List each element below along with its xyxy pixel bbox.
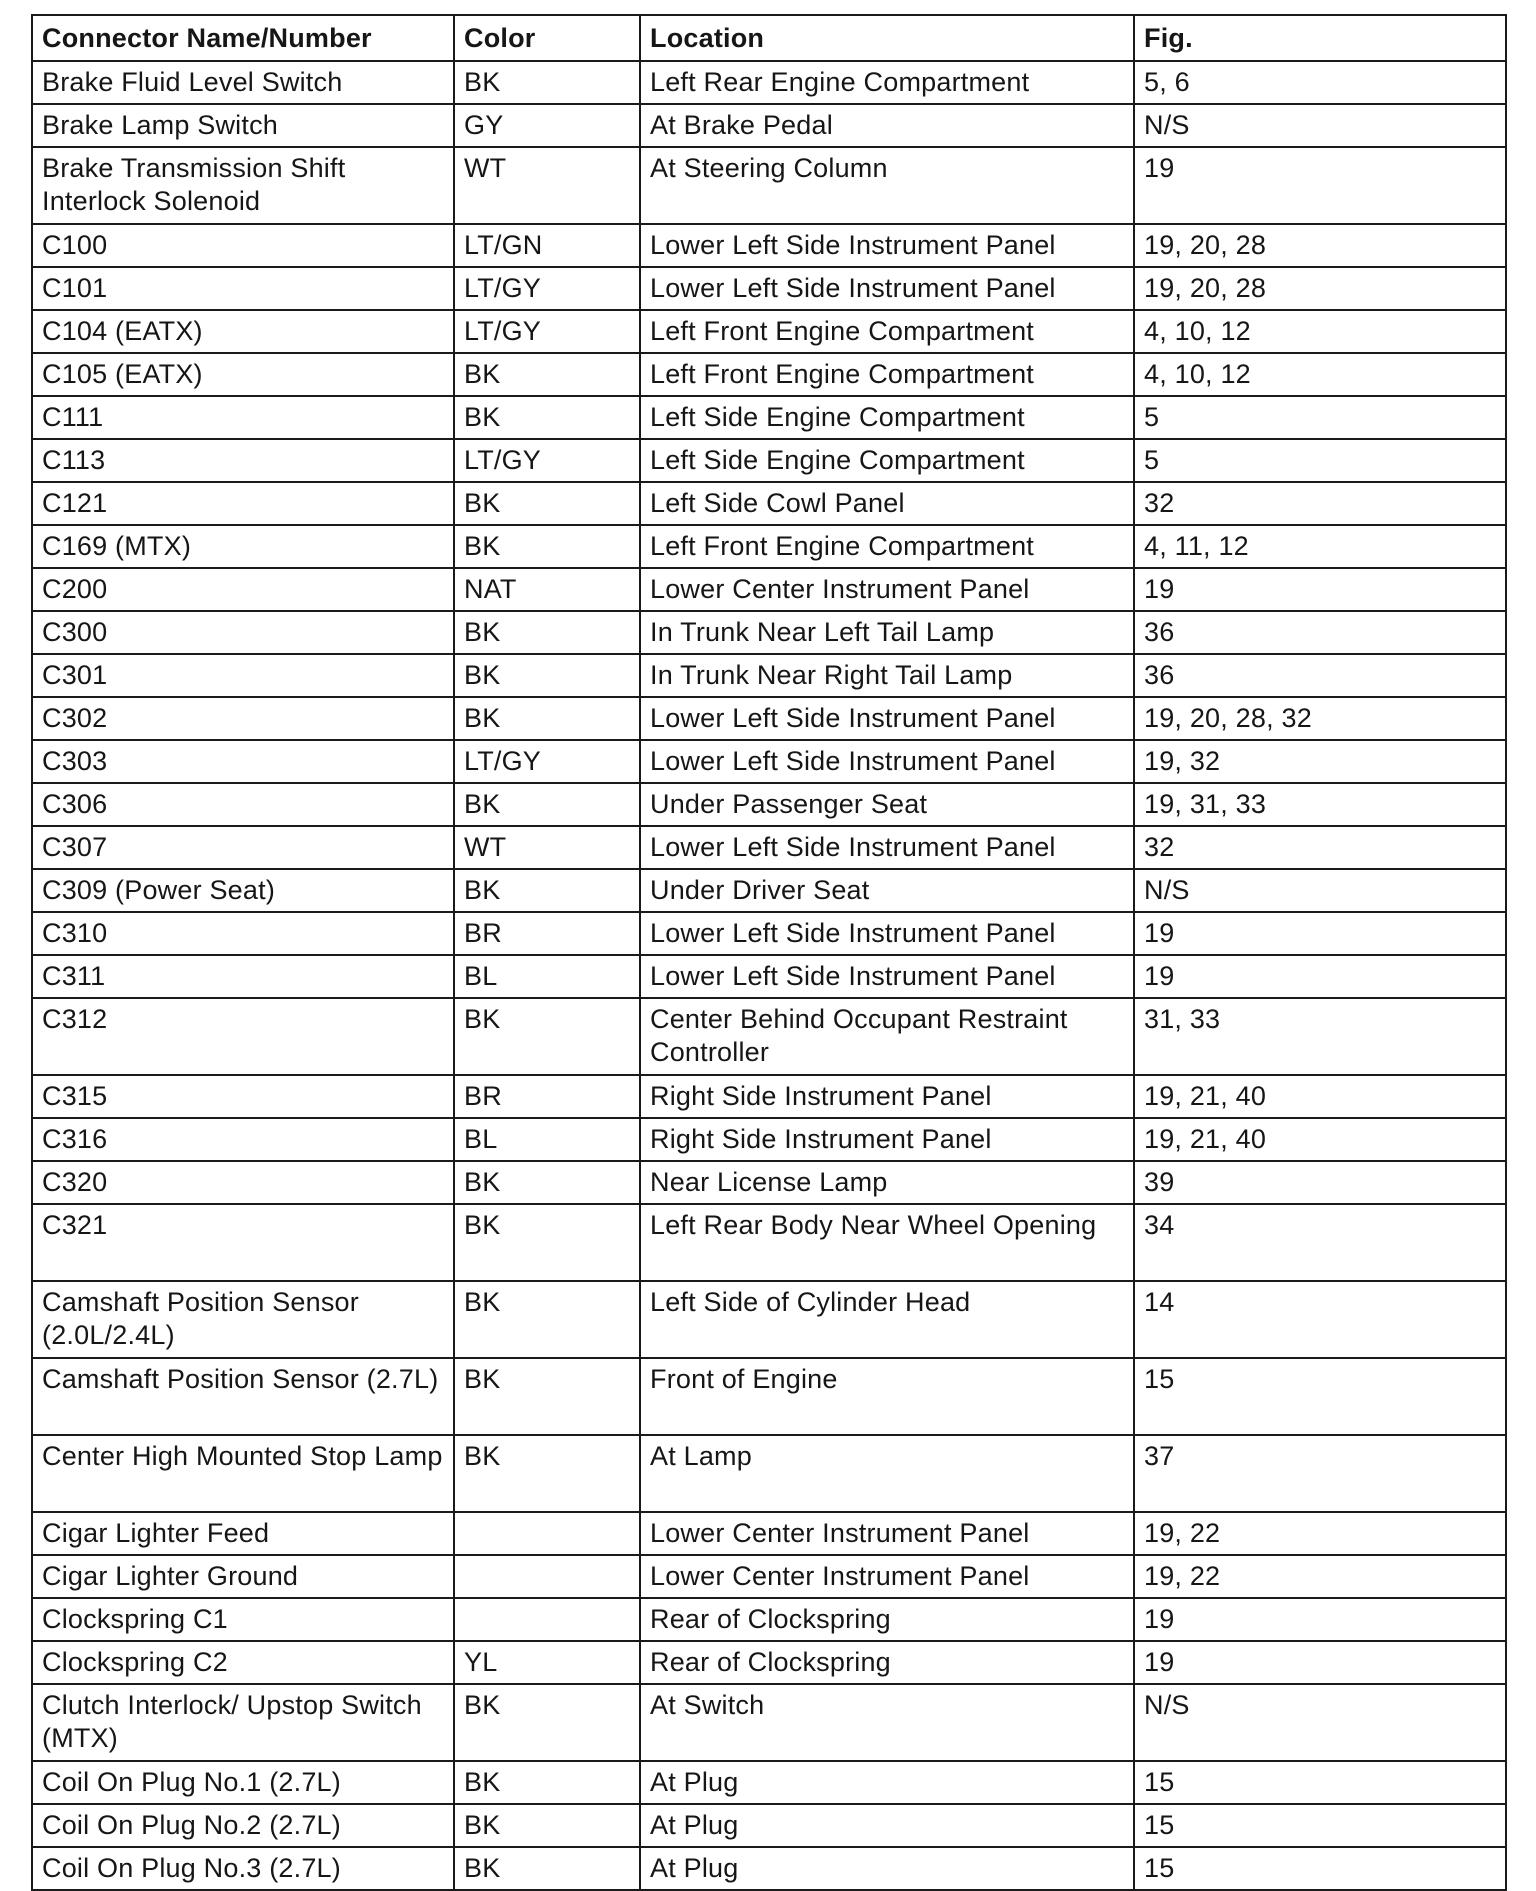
table-row bbox=[32, 1555, 1506, 1598]
cell-location: At Brake Pedal bbox=[640, 104, 1134, 147]
cell-color: YL bbox=[454, 1641, 640, 1684]
cell-connector-name: Clockspring C1 bbox=[32, 1598, 454, 1641]
cell-color: LT/GY bbox=[454, 267, 640, 310]
cell-location: Lower Center Instrument Panel bbox=[640, 1512, 1134, 1555]
cell-fig: 4, 11, 12 bbox=[1134, 525, 1506, 568]
cell-fig: 19, 20, 28 bbox=[1134, 267, 1506, 310]
cell-location: Left Front Engine Compartment bbox=[640, 353, 1134, 396]
cell-color: BK bbox=[454, 998, 640, 1075]
cell-location: Lower Left Side Instrument Panel bbox=[640, 955, 1134, 998]
table-row bbox=[32, 611, 1506, 654]
table-row bbox=[32, 654, 1506, 697]
cell-fig: 19 bbox=[1134, 955, 1506, 998]
cell-location: At Lamp bbox=[640, 1435, 1134, 1512]
table-row bbox=[32, 826, 1506, 869]
cell-color: BK bbox=[454, 482, 640, 525]
cell-location: Lower Center Instrument Panel bbox=[640, 568, 1134, 611]
cell-connector-name: C301 bbox=[32, 654, 454, 697]
cell-fig: 32 bbox=[1134, 826, 1506, 869]
table-row bbox=[32, 525, 1506, 568]
cell-color: BK bbox=[454, 1684, 640, 1761]
cell-location: Lower Left Side Instrument Panel bbox=[640, 697, 1134, 740]
cell-location: Lower Center Instrument Panel bbox=[640, 1555, 1134, 1598]
table-row bbox=[32, 1804, 1506, 1847]
cell-location: Left Side Cowl Panel bbox=[640, 482, 1134, 525]
cell-location: Left Side of Cylinder Head bbox=[640, 1281, 1134, 1358]
cell-fig: 5 bbox=[1134, 439, 1506, 482]
cell-color: BK bbox=[454, 1804, 640, 1847]
cell-connector-name: C316 bbox=[32, 1118, 454, 1161]
cell-location: Left Rear Engine Compartment bbox=[640, 61, 1134, 104]
cell-connector-name: Camshaft Position Sensor (2.7L) bbox=[32, 1358, 454, 1435]
table-row bbox=[32, 1684, 1506, 1761]
table-row bbox=[32, 1435, 1506, 1512]
column-header-fig: Fig. bbox=[1134, 15, 1506, 61]
table-row bbox=[32, 783, 1506, 826]
table-row bbox=[32, 697, 1506, 740]
cell-fig: 19 bbox=[1134, 147, 1506, 224]
column-header-color: Color bbox=[454, 15, 640, 61]
cell-color bbox=[454, 1512, 640, 1555]
table-row bbox=[32, 1075, 1506, 1118]
cell-color: BK bbox=[454, 783, 640, 826]
cell-location: In Trunk Near Right Tail Lamp bbox=[640, 654, 1134, 697]
cell-fig: 15 bbox=[1134, 1358, 1506, 1435]
cell-color: BK bbox=[454, 1435, 640, 1512]
table-row bbox=[32, 1281, 1506, 1358]
cell-connector-name: C307 bbox=[32, 826, 454, 869]
cell-connector-name: C320 bbox=[32, 1161, 454, 1204]
cell-location: Lower Left Side Instrument Panel bbox=[640, 224, 1134, 267]
cell-location: Right Side Instrument Panel bbox=[640, 1075, 1134, 1118]
cell-color: LT/GY bbox=[454, 310, 640, 353]
cell-color: BK bbox=[454, 869, 640, 912]
cell-color: GY bbox=[454, 104, 640, 147]
cell-color: BK bbox=[454, 1204, 640, 1281]
table-row bbox=[32, 439, 1506, 482]
cell-fig: 19, 31, 33 bbox=[1134, 783, 1506, 826]
cell-fig: 19, 22 bbox=[1134, 1555, 1506, 1598]
cell-location: Center Behind Occupant Restraint Controller bbox=[640, 998, 1134, 1075]
cell-color: BK bbox=[454, 353, 640, 396]
cell-fig: 4, 10, 12 bbox=[1134, 310, 1506, 353]
cell-color: WT bbox=[454, 147, 640, 224]
table-row bbox=[32, 224, 1506, 267]
cell-connector-name: Brake Fluid Level Switch bbox=[32, 61, 454, 104]
cell-color bbox=[454, 1555, 640, 1598]
cell-connector-name: C312 bbox=[32, 998, 454, 1075]
cell-fig: 15 bbox=[1134, 1804, 1506, 1847]
cell-fig: 36 bbox=[1134, 611, 1506, 654]
cell-connector-name: C105 (EATX) bbox=[32, 353, 454, 396]
table-row bbox=[32, 1118, 1506, 1161]
cell-connector-name: C100 bbox=[32, 224, 454, 267]
cell-connector-name: C121 bbox=[32, 482, 454, 525]
cell-fig: 19 bbox=[1134, 912, 1506, 955]
cell-fig: 39 bbox=[1134, 1161, 1506, 1204]
cell-fig: 19 bbox=[1134, 568, 1506, 611]
cell-location: At Plug bbox=[640, 1804, 1134, 1847]
cell-fig: 19, 21, 40 bbox=[1134, 1118, 1506, 1161]
cell-fig: N/S bbox=[1134, 869, 1506, 912]
connector-table bbox=[31, 14, 1507, 1891]
cell-color: BK bbox=[454, 1161, 640, 1204]
cell-location: Lower Left Side Instrument Panel bbox=[640, 826, 1134, 869]
cell-connector-name: C306 bbox=[32, 783, 454, 826]
table-header bbox=[32, 15, 1506, 61]
cell-connector-name: C101 bbox=[32, 267, 454, 310]
cell-connector-name: C310 bbox=[32, 912, 454, 955]
cell-connector-name: Coil On Plug No.2 (2.7L) bbox=[32, 1804, 454, 1847]
cell-fig: 15 bbox=[1134, 1847, 1506, 1890]
table-row bbox=[32, 1598, 1506, 1641]
cell-color: BK bbox=[454, 654, 640, 697]
cell-location: Left Front Engine Compartment bbox=[640, 525, 1134, 568]
cell-connector-name: Coil On Plug No.3 (2.7L) bbox=[32, 1847, 454, 1890]
cell-fig: 19, 22 bbox=[1134, 1512, 1506, 1555]
table-row bbox=[32, 1761, 1506, 1804]
cell-color: NAT bbox=[454, 568, 640, 611]
table-row bbox=[32, 1204, 1506, 1281]
cell-connector-name: C303 bbox=[32, 740, 454, 783]
cell-fig: 5, 6 bbox=[1134, 61, 1506, 104]
cell-location: At Plug bbox=[640, 1847, 1134, 1890]
cell-color: WT bbox=[454, 826, 640, 869]
cell-connector-name: Brake Transmission Shift Interlock Solenoid bbox=[32, 147, 454, 224]
cell-location: Right Side Instrument Panel bbox=[640, 1118, 1134, 1161]
cell-location: Lower Left Side Instrument Panel bbox=[640, 740, 1134, 783]
cell-location: In Trunk Near Left Tail Lamp bbox=[640, 611, 1134, 654]
cell-color: BK bbox=[454, 1847, 640, 1890]
cell-fig: 15 bbox=[1134, 1761, 1506, 1804]
table-row bbox=[32, 353, 1506, 396]
cell-color: LT/GY bbox=[454, 740, 640, 783]
cell-fig: 19, 32 bbox=[1134, 740, 1506, 783]
cell-color: BK bbox=[454, 611, 640, 654]
cell-color: LT/GN bbox=[454, 224, 640, 267]
cell-color: BL bbox=[454, 1118, 640, 1161]
cell-connector-name: C169 (MTX) bbox=[32, 525, 454, 568]
cell-location: At Plug bbox=[640, 1761, 1134, 1804]
cell-color: BK bbox=[454, 396, 640, 439]
cell-connector-name: C200 bbox=[32, 568, 454, 611]
cell-fig: 19, 20, 28, 32 bbox=[1134, 697, 1506, 740]
cell-connector-name: Clockspring C2 bbox=[32, 1641, 454, 1684]
cell-color: BK bbox=[454, 61, 640, 104]
cell-connector-name: C315 bbox=[32, 1075, 454, 1118]
cell-location: Left Side Engine Compartment bbox=[640, 396, 1134, 439]
column-header-connector-name: Connector Name/Number bbox=[32, 15, 454, 61]
cell-connector-name: Center High Mounted Stop Lamp bbox=[32, 1435, 454, 1512]
cell-location: At Steering Column bbox=[640, 147, 1134, 224]
cell-location: Front of Engine bbox=[640, 1358, 1134, 1435]
table-row bbox=[32, 955, 1506, 998]
cell-fig: 37 bbox=[1134, 1435, 1506, 1512]
table-row bbox=[32, 310, 1506, 353]
table-row bbox=[32, 869, 1506, 912]
table-row bbox=[32, 147, 1506, 224]
cell-fig: N/S bbox=[1134, 1684, 1506, 1761]
table-row bbox=[32, 740, 1506, 783]
table-row bbox=[32, 1847, 1506, 1890]
cell-fig: 34 bbox=[1134, 1204, 1506, 1281]
cell-connector-name: Coil On Plug No.1 (2.7L) bbox=[32, 1761, 454, 1804]
cell-connector-name: Cigar Lighter Feed bbox=[32, 1512, 454, 1555]
cell-connector-name: C309 (Power Seat) bbox=[32, 869, 454, 912]
header-row bbox=[32, 15, 1506, 61]
cell-color: BK bbox=[454, 525, 640, 568]
cell-color: BK bbox=[454, 1281, 640, 1358]
cell-connector-name: Camshaft Position Sensor (2.0L/2.4L) bbox=[32, 1281, 454, 1358]
cell-location: Rear of Clockspring bbox=[640, 1641, 1134, 1684]
cell-fig: 5 bbox=[1134, 396, 1506, 439]
cell-connector-name: C300 bbox=[32, 611, 454, 654]
cell-connector-name: Brake Lamp Switch bbox=[32, 104, 454, 147]
cell-location: Lower Left Side Instrument Panel bbox=[640, 912, 1134, 955]
cell-location: Under Passenger Seat bbox=[640, 783, 1134, 826]
cell-color bbox=[454, 1598, 640, 1641]
cell-connector-name: Clutch Interlock/ Upstop Switch (MTX) bbox=[32, 1684, 454, 1761]
table-row bbox=[32, 1161, 1506, 1204]
cell-fig: 19, 21, 40 bbox=[1134, 1075, 1506, 1118]
cell-connector-name: C104 (EATX) bbox=[32, 310, 454, 353]
table-body bbox=[32, 61, 1506, 1890]
cell-fig: 14 bbox=[1134, 1281, 1506, 1358]
cell-color: BR bbox=[454, 1075, 640, 1118]
cell-location: Rear of Clockspring bbox=[640, 1598, 1134, 1641]
cell-fig: N/S bbox=[1134, 104, 1506, 147]
table-row bbox=[32, 912, 1506, 955]
cell-color: LT/GY bbox=[454, 439, 640, 482]
cell-location: Left Front Engine Compartment bbox=[640, 310, 1134, 353]
cell-fig: 31, 33 bbox=[1134, 998, 1506, 1075]
cell-color: BK bbox=[454, 1761, 640, 1804]
table-row bbox=[32, 396, 1506, 439]
cell-fig: 19 bbox=[1134, 1598, 1506, 1641]
cell-fig: 19, 20, 28 bbox=[1134, 224, 1506, 267]
cell-fig: 32 bbox=[1134, 482, 1506, 525]
cell-connector-name: C111 bbox=[32, 396, 454, 439]
cell-connector-name: C311 bbox=[32, 955, 454, 998]
table-row bbox=[32, 568, 1506, 611]
cell-fig: 36 bbox=[1134, 654, 1506, 697]
cell-color: BR bbox=[454, 912, 640, 955]
cell-color: BK bbox=[454, 1358, 640, 1435]
cell-location: Left Rear Body Near Wheel Opening bbox=[640, 1204, 1134, 1281]
cell-location: Under Driver Seat bbox=[640, 869, 1134, 912]
table-row bbox=[32, 998, 1506, 1075]
table-row bbox=[32, 61, 1506, 104]
column-header-location: Location bbox=[640, 15, 1134, 61]
cell-color: BL bbox=[454, 955, 640, 998]
cell-fig: 19 bbox=[1134, 1641, 1506, 1684]
table-row bbox=[32, 1641, 1506, 1684]
table-row bbox=[32, 1512, 1506, 1555]
connector-locations-sheet bbox=[31, 14, 1505, 1891]
cell-location: Near License Lamp bbox=[640, 1161, 1134, 1204]
cell-connector-name: C321 bbox=[32, 1204, 454, 1281]
cell-location: At Switch bbox=[640, 1684, 1134, 1761]
table-row bbox=[32, 1358, 1506, 1435]
cell-connector-name: C302 bbox=[32, 697, 454, 740]
cell-connector-name: C113 bbox=[32, 439, 454, 482]
cell-color: BK bbox=[454, 697, 640, 740]
cell-connector-name: Cigar Lighter Ground bbox=[32, 1555, 454, 1598]
cell-location: Left Side Engine Compartment bbox=[640, 439, 1134, 482]
table-row bbox=[32, 104, 1506, 147]
table-row bbox=[32, 267, 1506, 310]
cell-fig: 4, 10, 12 bbox=[1134, 353, 1506, 396]
cell-location: Lower Left Side Instrument Panel bbox=[640, 267, 1134, 310]
table-row bbox=[32, 482, 1506, 525]
